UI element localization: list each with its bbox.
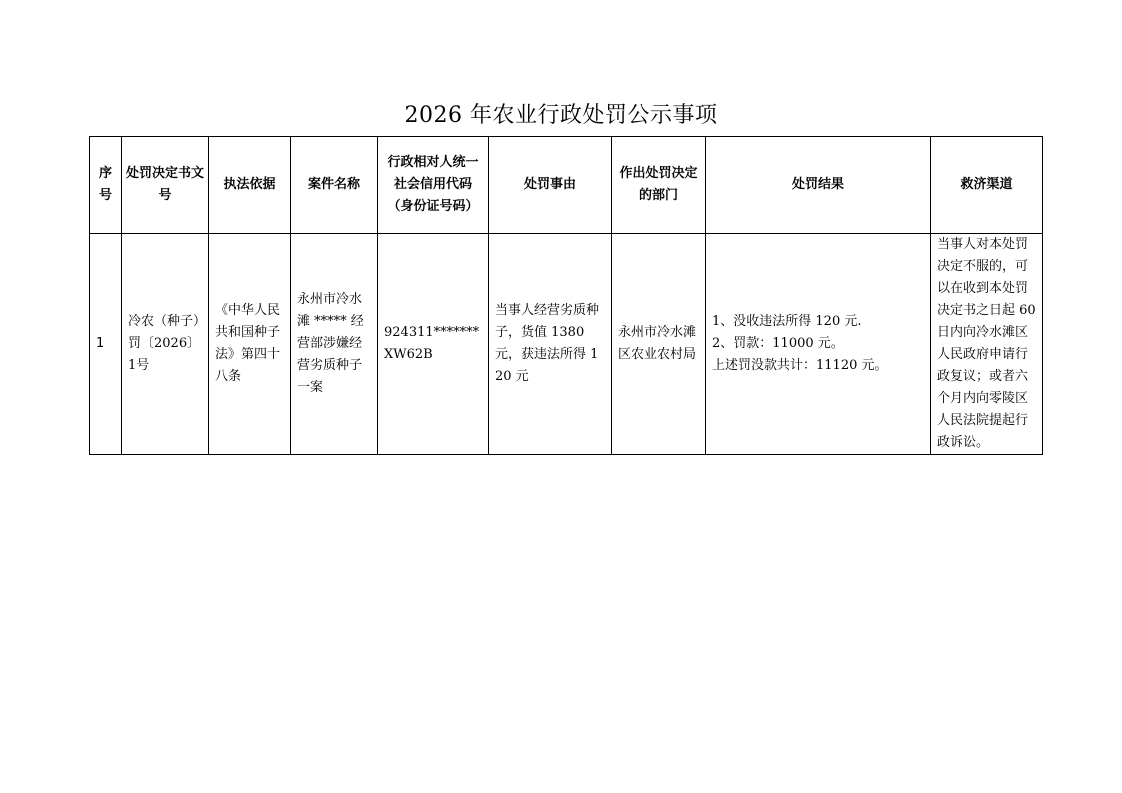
header-result: 处罚结果 xyxy=(706,137,931,234)
result-line: 上述罚没款共计：11120 元。 xyxy=(712,358,888,373)
cell-credit-code: 924311*******XW62B xyxy=(378,234,489,455)
table-header-row xyxy=(90,137,1043,234)
table-row xyxy=(90,234,1043,455)
header-department: 作出处罚决定的部门 xyxy=(612,137,706,234)
header-case-name: 案件名称 xyxy=(291,137,378,234)
header-credit-code: 行政相对人统一社会信用代码（身份证号码） xyxy=(378,137,489,234)
penalty-table xyxy=(89,136,1043,455)
cell-doc-no: 冷农（种子）罚〔2026〕1号 xyxy=(122,234,209,455)
result-line: 2、罚款：11000 元。 xyxy=(712,336,844,351)
cell-basis: 《中华人民共和国种子法》第四十八条 xyxy=(209,234,291,455)
header-reason: 处罚事由 xyxy=(489,137,612,234)
header-basis: 执法依据 xyxy=(209,137,291,234)
result-line: 1、没收违法所得 120 元. xyxy=(712,314,862,329)
page-title: 2026 年农业行政处罚公示事项 xyxy=(404,103,718,128)
header-remedy: 救济渠道 xyxy=(931,137,1043,234)
cell-department: 永州市冷水滩区农业农村局 xyxy=(612,234,706,455)
cell-case-name: 永州市冷水滩 ***** 经营部涉嫌经营劣质种子一案 xyxy=(291,234,378,455)
cell-result xyxy=(706,234,931,455)
cell-reason: 当事人经营劣质种子，货值 1380 元，获违法所得 120 元 xyxy=(489,234,612,455)
cell-seq: 1 xyxy=(90,234,122,455)
cell-remedy: 当事人对本处罚决定不服的，可以在收到本处罚决定书之日起 60 日内向冷水滩区人民政府申请行政复议；或者六个月内向零陵区人民法院提起行政诉讼。 xyxy=(931,234,1043,455)
header-doc-no: 处罚决定书文号 xyxy=(122,137,209,234)
header-seq: 序号 xyxy=(90,137,122,234)
